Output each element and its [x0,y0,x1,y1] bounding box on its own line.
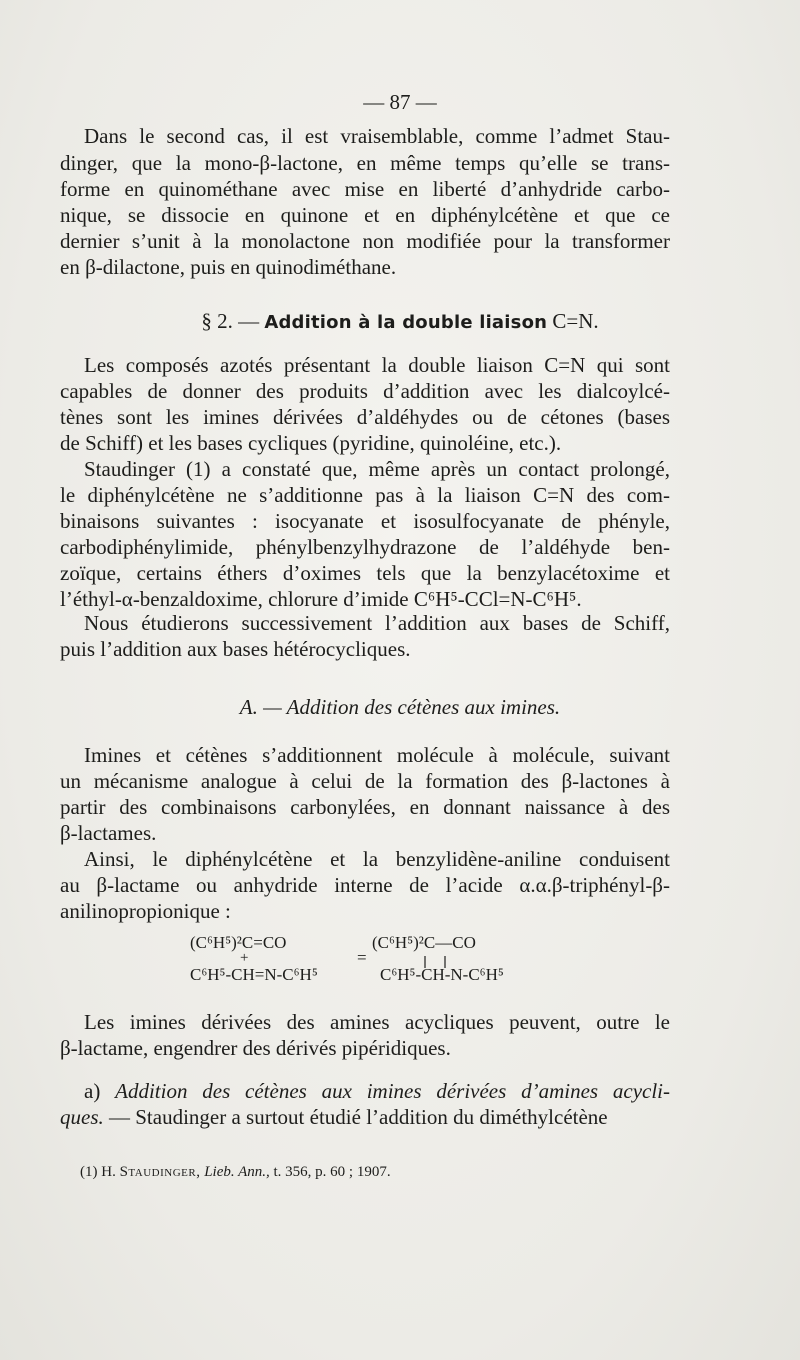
formula-equals: = [357,948,367,967]
section-heading [0,309,800,334]
text-line: l’éthyl-α-benzaldoxime, chlorure d’imide C⁶H⁵-CCl=N-C⁶H⁵. [60,587,582,611]
text-line: binaisons suivantes : isocyanate et isosulfocyanate de phényle, [60,509,670,533]
formula-left-top: (C⁶H⁵)²C=CO [190,933,287,952]
footnote-journal: Lieb. Ann., [204,1164,270,1180]
text-line [84,1078,670,1104]
text-line: en β-dilactone, puis en quinodiméthane. [60,255,397,279]
formula-right-bottom: C⁶H⁵-CH-N-C⁶H⁵ [380,965,504,984]
text-line: le diphénylcétène ne s’additionne pas à la liaison C=N des com- [60,483,670,507]
footnote-reference: t. 356, p. 60 ; 1907. [273,1164,391,1180]
text-line: Les imines dérivées des amines acycliques peuvent, outre le [84,1010,670,1034]
text-line: Staudinger (1) a constaté que, même après un contact prolongé, [84,457,670,481]
text-line: partir des combinaisons carbonylées, en donnant naissance à des [60,795,670,819]
footnote-author: Staudinger, [119,1164,201,1180]
subsection-heading: A. — Addition des cétènes aux imines. [239,695,561,719]
page-number: — 87 — [363,90,437,114]
text-line: Dans le second cas, il est vraisemblable, comme l’admet Stau- [84,124,670,148]
formula-right-top: (C⁶H⁵)²C—CO [372,933,476,952]
section-title: Addition à la double liaison [264,312,548,333]
text-line: dernier s’unit à la monolactone non modifiée pour la transformer [60,229,670,253]
text-line: un mécanisme analogue à celui de la formation des β-lactones à [60,769,670,793]
text-line: Ainsi, le diphénylcétène et la benzylidène-aniline conduisent [84,847,670,871]
italic-text: ques. [60,1105,104,1129]
text-line: carbodiphénylimide, phénylbenzylhydrazone de l’aldéhyde ben- [60,535,670,559]
text-line: Nous étudierons successivement l’addition aux bases de Schiff, [84,611,670,635]
formula-plus: + [240,950,249,966]
text-line: tènes sont les imines dérivées d’aldéhydes ou de cétones (bases [60,405,670,429]
text-line: forme en quinométhane avec mise en liberté d’anhydride carbo- [60,177,670,201]
text-line: au β-lactame ou anhydride interne de l’acide α.α.β-triphényl-β- [60,873,670,897]
list-label: a) [84,1079,101,1103]
text-line: β-lactames. [60,821,157,845]
italic-text: Addition des cétènes aux imines dérivées d’amines acycli- [115,1079,670,1103]
text-line: de Schiff) et les bases cycliques (pyridine, quinoléine, etc.). [60,431,562,455]
text-line: anilinopropionique : [60,899,231,923]
text-line: capables de donner des produits d’addition avec les dialcoylcé- [60,379,670,403]
footnote [80,1164,391,1181]
text-line: Les composés azotés présentant la double liaison C=N qui sont [84,353,670,377]
text-line: Imines et cétènes s’additionnent molécule à molécule, suivant [84,743,670,767]
formula-left-bottom: C⁶H⁵-CH=N-C⁶H⁵ [190,965,318,984]
text-line: dinger, que la mono-β-lactone, en même temps qu’elle se trans- [60,151,670,175]
text-line: puis l’addition aux bases hétérocycliques. [60,637,411,661]
footnote-number: (1) H. [80,1164,116,1180]
section-prefix: § 2. — [201,309,260,333]
text-line [60,1104,670,1130]
text-line: nique, se dissocie en quinone et en diphénylcétène et que ce [60,203,670,227]
text-span: — Staudinger a surtout étudié l’addition du diméthylcétène [103,1105,608,1129]
text-line: zoïque, certains éthers d’oximes tels que la benzylacétoxime et [60,561,670,585]
section-suffix: C=N. [552,309,599,333]
text-line: β-lactame, engendrer des dérivés pipéridiques. [60,1036,451,1060]
